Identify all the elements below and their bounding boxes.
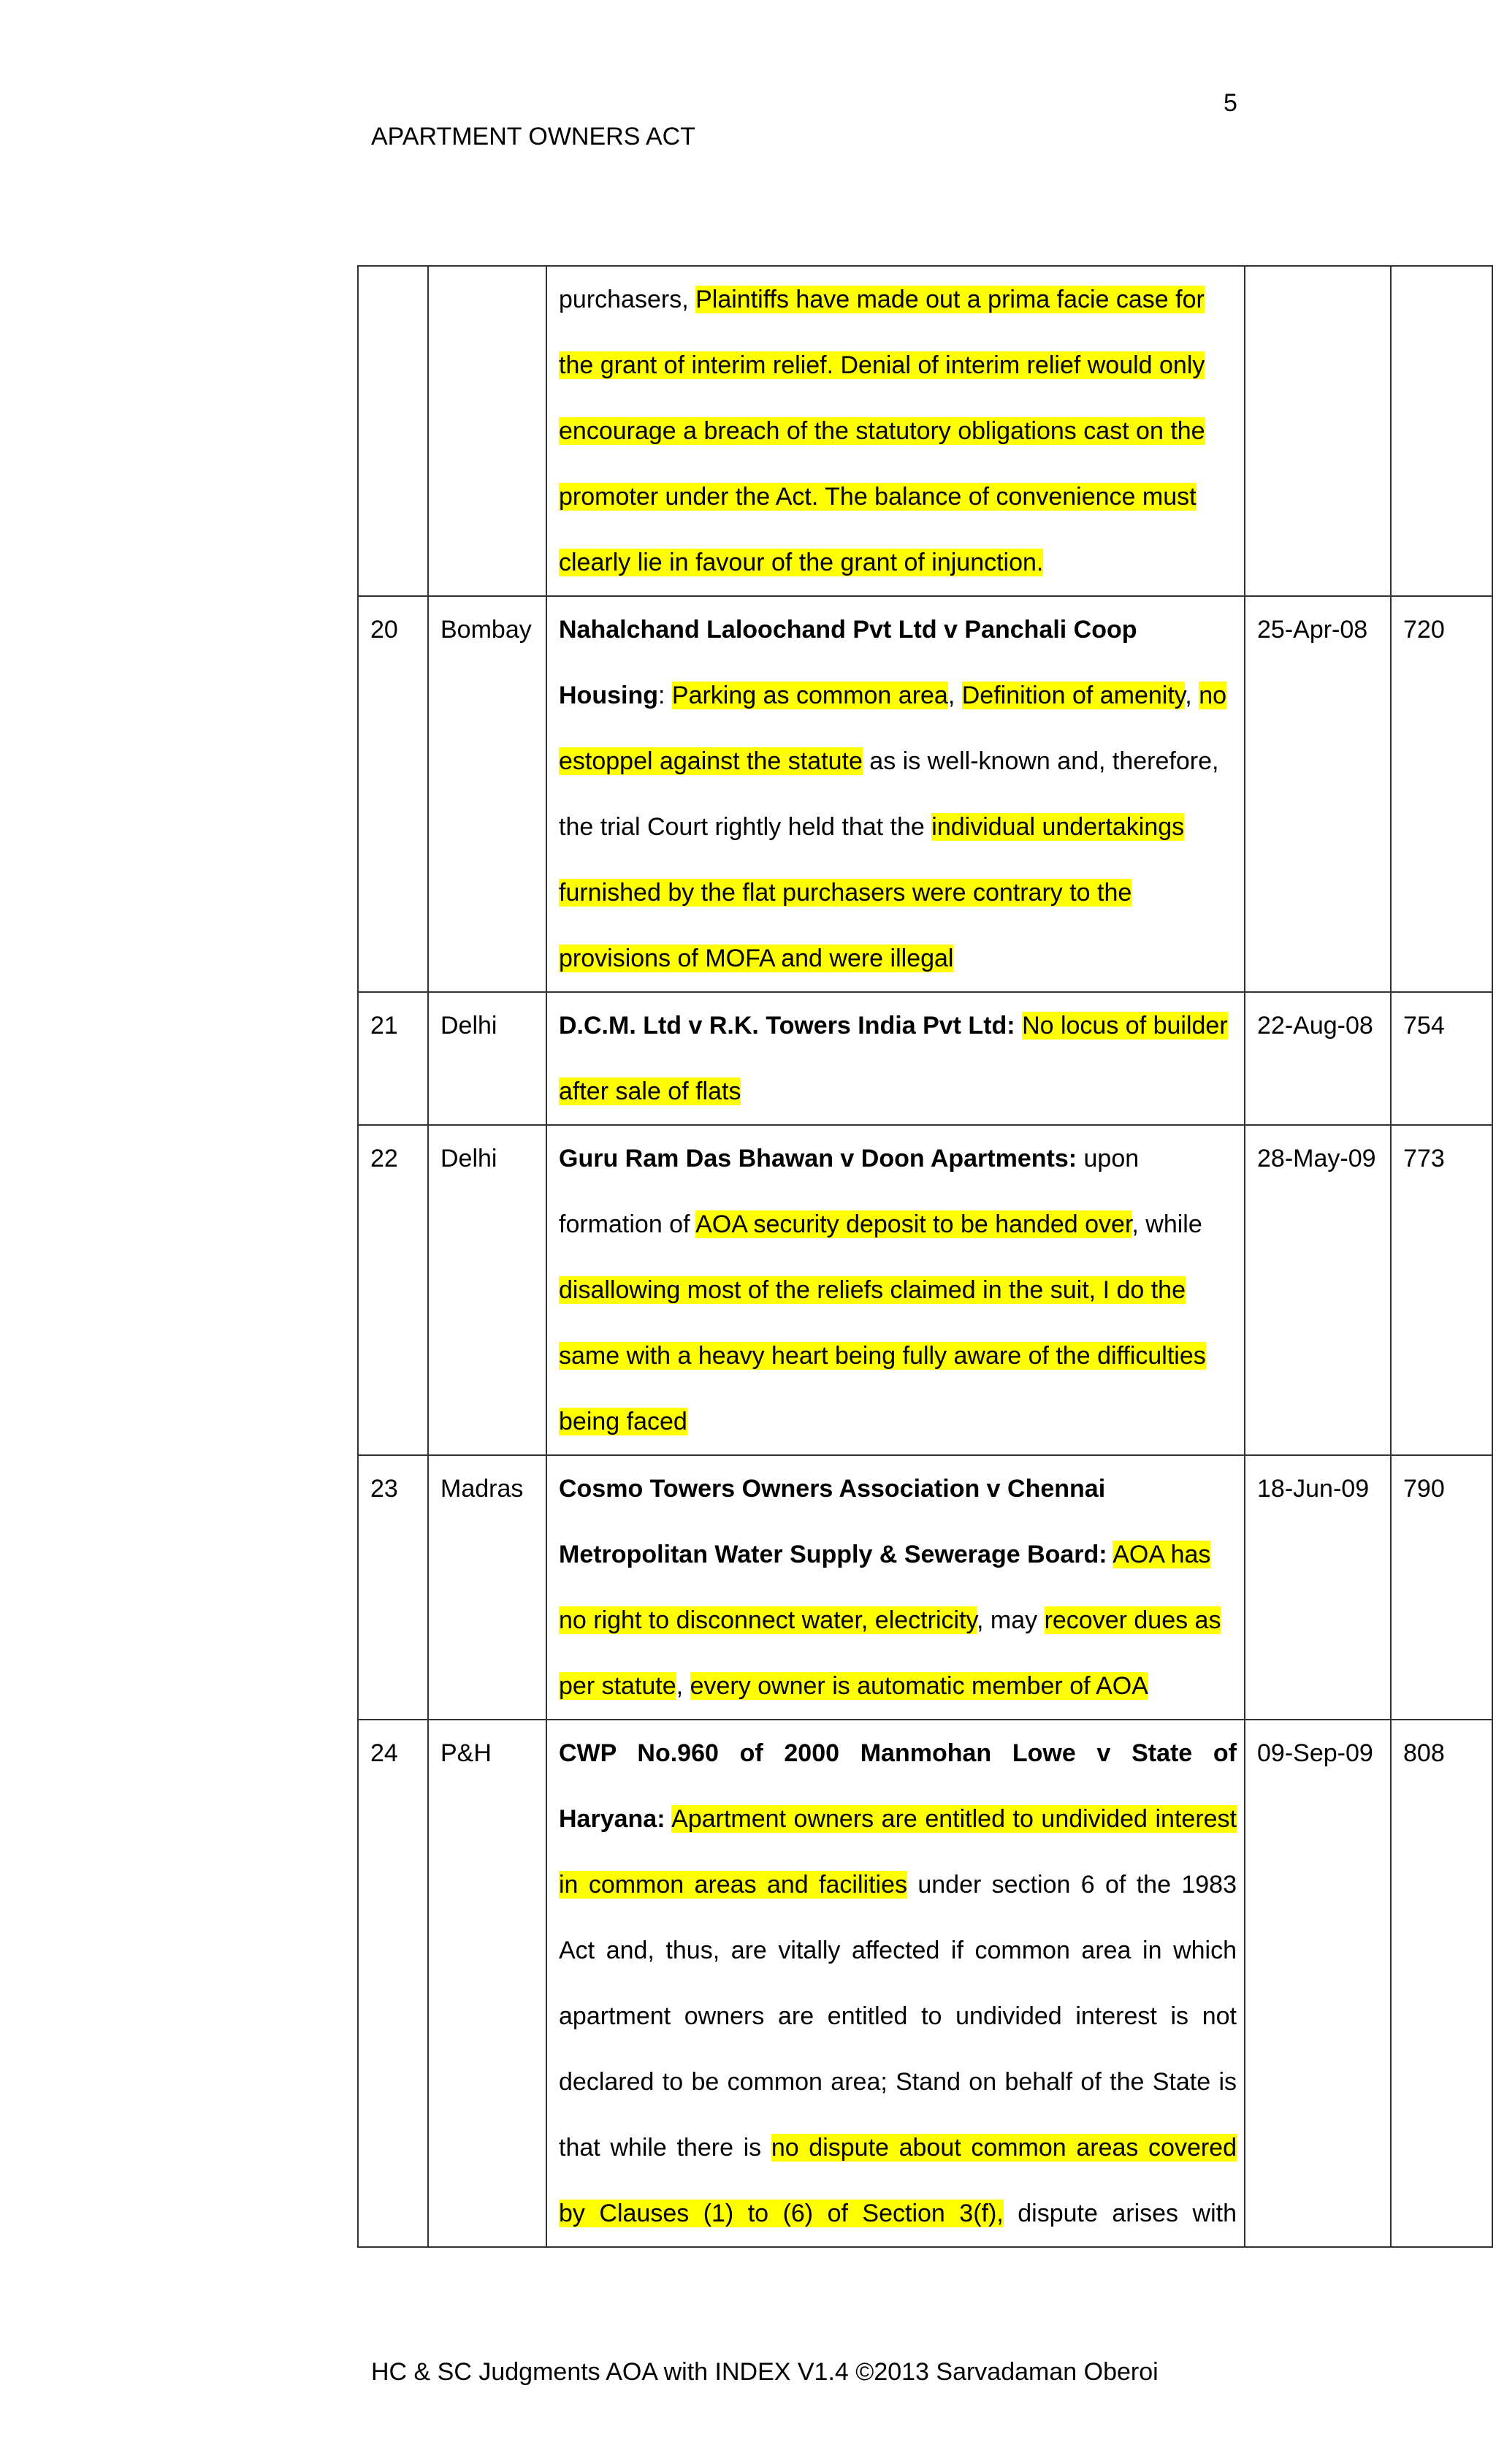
case-number-cell (358, 266, 428, 596)
highlighted-text: Plaintiffs have made out a prima facie case for the grant of interim relief. Denial of interim relief would only encourage a breach of the statutory obligations cast on the promoter under the Act. The balance of convenience must clearly lie in favour of the grant of injunction. (559, 286, 1205, 576)
page-cell: 773 (1391, 1125, 1492, 1455)
running-header-title: APARTMENT OWNERS ACT (371, 123, 695, 150)
highlighted-text: Parking as common area (671, 682, 948, 709)
case-summary-cell (546, 1125, 1245, 1455)
summary-text (1015, 1012, 1022, 1040)
case-title: Guru Ram Das Bhawan v Doon Apartments: (559, 1145, 1077, 1172)
table-row (358, 266, 1492, 596)
summary-text (665, 1805, 672, 1833)
court-cell: P&H (428, 1720, 546, 2247)
summary-text: : (657, 682, 672, 709)
case-title: Nahalchand Laloochand Pvt Ltd v Panchali Coop Housing (559, 616, 1137, 709)
summary-text: upon formation of (559, 1145, 1140, 1238)
case-title: Cosmo Towers Owners Association v Chennai Metropolitan Water Supply & Sewerage Board: (559, 1475, 1107, 1568)
page-cell (1391, 266, 1492, 596)
summary-text: as is well-known and, therefore, the trial Court rightly held that the (559, 747, 1219, 841)
page-cell: 808 (1391, 1720, 1492, 2247)
highlighted-text: No locus of builder after sale of flats (559, 1012, 1228, 1105)
page-number: 5 (1224, 89, 1237, 117)
summary-text: dispute arises with (1003, 2200, 1237, 2227)
page-cell: 790 (1391, 1455, 1492, 1720)
court-cell: Delhi (428, 992, 546, 1125)
table-row (358, 1720, 1492, 2247)
case-number-cell: 23 (358, 1455, 428, 1720)
page-cell: 754 (1391, 992, 1492, 1125)
highlighted-text: AOA has no right to disconnect water, electricity (559, 1541, 1211, 1634)
court-cell: Delhi (428, 1125, 546, 1455)
date-cell (1245, 266, 1391, 596)
page-cell: 720 (1391, 596, 1492, 992)
summary-text: purchasers, (559, 286, 696, 313)
footer-text: HC & SC Judgments AOA with INDEX V1.4 ©2013 Sarvadaman Oberoi (371, 2358, 1159, 2386)
case-number-cell: 21 (358, 992, 428, 1125)
highlighted-text: disallowing most of the reliefs claimed in the suit, I do the same with a heavy heart being fully aware of the difficulties being faced (559, 1276, 1206, 1435)
date-cell: 22-Aug-08 (1245, 992, 1391, 1125)
highlighted-text: no estoppel against the statute (559, 682, 1227, 775)
case-title: D.C.M. Ltd v R.K. Towers India Pvt Ltd: (559, 1012, 1015, 1040)
highlighted-text: every owner is automatic member of AOA (690, 1672, 1148, 1700)
date-cell: 25-Apr-08 (1245, 596, 1391, 992)
court-cell: Bombay (428, 596, 546, 992)
summary-text: , (947, 682, 962, 709)
table-row (358, 992, 1492, 1125)
court-cell: Madras (428, 1455, 546, 1720)
highlighted-text: AOA security deposit to be handed over (695, 1210, 1132, 1238)
judgments-table (357, 265, 1493, 2248)
case-summary-cell (546, 596, 1245, 992)
date-cell: 09-Sep-09 (1245, 1720, 1391, 2247)
table-row (358, 596, 1492, 992)
table-row (358, 1125, 1492, 1455)
summary-text: , while (1131, 1210, 1202, 1238)
case-number-cell: 22 (358, 1125, 428, 1455)
highlighted-text: individual undertakings furnished by the flat purchasers were contrary to the provisions of MOFA and were illegal (559, 813, 1185, 972)
highlighted-text: recover dues as per statute (559, 1606, 1221, 1700)
date-cell: 28-May-09 (1245, 1125, 1391, 1455)
summary-text: , may (976, 1606, 1045, 1634)
case-summary-cell (546, 266, 1245, 596)
summary-text: , (676, 1672, 690, 1700)
table-row (358, 1455, 1492, 1720)
judgments-table-body (358, 266, 1492, 2247)
summary-text: under section 6 of the 1983 Act and, thus, are vitally affected if common area in which apartment owners are entitled to undivided interest is not declared to be common area; Stand on behalf of the State is that while there is (559, 1871, 1237, 2162)
summary-text: , (1185, 682, 1199, 709)
court-cell (428, 266, 546, 596)
case-summary-cell (546, 992, 1245, 1125)
case-summary-cell (546, 1455, 1245, 1720)
highlighted-text: Apartment owners are entitled to undivided interest in common areas and facilities (559, 1805, 1237, 1899)
case-number-cell: 20 (358, 596, 428, 992)
case-summary-cell (546, 1720, 1245, 2247)
case-number-cell: 24 (358, 1720, 428, 2247)
date-cell: 18-Jun-09 (1245, 1455, 1391, 1720)
highlighted-text: no dispute about common areas covered by Clauses (1) to (6) of Section 3(f), (559, 2134, 1237, 2227)
highlighted-text: Definition of amenity (961, 682, 1186, 709)
case-title: CWP No.960 of 2000 Manmohan Lowe v State of Haryana: (559, 1739, 1237, 1833)
